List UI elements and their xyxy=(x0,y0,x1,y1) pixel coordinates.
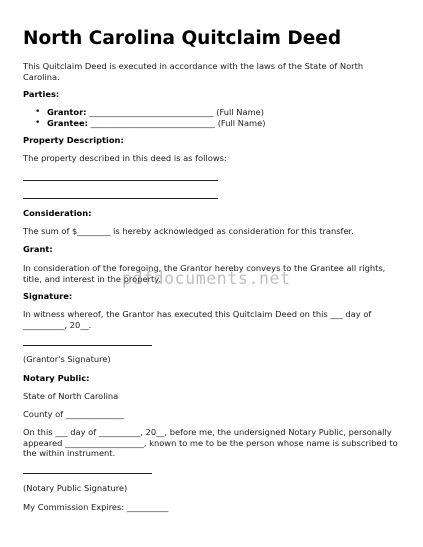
notary-signature-caption: (Notary Public Signature) xyxy=(23,483,128,493)
grantor-item xyxy=(35,107,265,118)
notary-state: State of North Carolina xyxy=(23,391,119,401)
grant-text: In consideration of the foregoing, the Grantor hereby conveys to the Grantee all rights, title, and interest in the property. xyxy=(23,263,386,284)
grantee-name-blank[interactable]: ______________________________ xyxy=(90,117,216,128)
signature-text: In witness whereof, the Grantor has executed this Quitclaim Deed on this ___ day of __________, 20__. xyxy=(23,309,372,330)
signature-heading: Signature: xyxy=(23,291,73,301)
notary-signature-line[interactable] xyxy=(23,473,152,474)
consideration-text: The sum of $________ is hereby acknowledged as consideration for this transfer. xyxy=(23,226,354,236)
parties-list xyxy=(35,107,265,128)
grantee-hint: (Full Name) xyxy=(217,117,266,128)
notary-text: On this ___ day of __________, 20__, before me, the undersigned Notary Public, personally appeared ___________________, known to me to be the person whose name is subscribed to the within instrument. xyxy=(23,427,398,458)
property-line-2[interactable] xyxy=(23,198,218,199)
parties-heading: Parties: xyxy=(23,89,60,99)
watermark-text: pdfdocuments.net xyxy=(122,269,291,288)
grantor-name-blank[interactable]: ______________________________ xyxy=(89,107,214,117)
notary-county: County of ______________ xyxy=(23,409,124,419)
grant-heading: Grant: xyxy=(23,244,53,254)
grantee-label: Grantee: xyxy=(47,117,88,128)
grantor-signature-line[interactable] xyxy=(23,345,152,346)
property-heading: Property Description: xyxy=(23,135,124,145)
grantee-item xyxy=(35,118,265,129)
consideration-heading: Consideration: xyxy=(23,208,92,218)
grantor-hint: (Full Name) xyxy=(216,107,264,117)
intro-text: This Quitclaim Deed is executed in accordance with the laws of the State of North Carolina. xyxy=(23,61,364,82)
property-text: The property described in this deed is as follows: xyxy=(23,153,227,163)
notary-commission-expiry: My Commission Expires: __________ xyxy=(23,502,169,512)
notary-heading: Notary Public: xyxy=(23,373,90,383)
grantor-label: Grantor: xyxy=(47,107,87,117)
document-title: North Carolina Quitclaim Deed xyxy=(23,28,342,49)
property-line-1[interactable] xyxy=(23,180,218,181)
grantor-signature-caption: (Grantor's Signature) xyxy=(23,354,111,364)
